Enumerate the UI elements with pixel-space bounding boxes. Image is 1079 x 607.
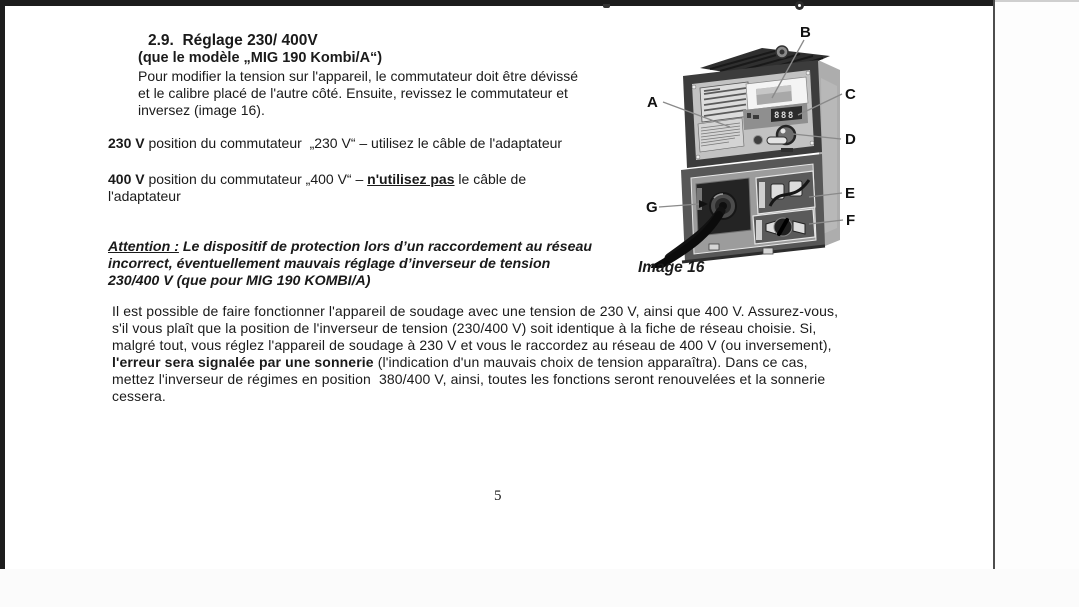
screw-icon: [696, 155, 700, 159]
panel-e-label-strip: [759, 182, 765, 208]
section-subheading: (que le modèle „MIG 190 Kombi/A“): [138, 50, 383, 66]
foot-tab: [763, 248, 773, 254]
knob-shadow: [781, 148, 793, 152]
figure-label-c: C: [845, 86, 856, 103]
switch-400v-label: 400 V: [108, 171, 145, 187]
panel-f-label-strip: [756, 220, 762, 240]
attention-line3: 230/400 V (que pour MIG 190 KOMBI/A): [108, 273, 371, 289]
switch-230v-label: 230 V: [108, 135, 145, 151]
figure-label-b: B: [800, 24, 811, 41]
figure-label-f: F: [846, 212, 856, 229]
screw-icon: [692, 85, 696, 89]
round-button: [754, 136, 763, 145]
area-below-page: [0, 569, 1079, 607]
attention-line1: [108, 239, 592, 256]
body-paragraph-line: cessera.: [112, 388, 166, 404]
slot-button: [767, 137, 787, 144]
cropped-header-fragment-dot: [795, 1, 804, 10]
figure-caption: Image 16: [638, 259, 705, 276]
knob-highlight: [781, 129, 786, 134]
intro-line: Pour modifier la tension sur l'appareil, le commutateur doit être dévissé: [138, 68, 578, 84]
top-cap-center: [780, 50, 785, 55]
page-number: 5: [494, 488, 502, 504]
intro-line: et le calibre placé de l'autre côté. Ensuite, revissez le commutateur et: [138, 85, 568, 101]
switch-400v-line2: l'adaptateur: [108, 188, 181, 204]
attention-title: Attention :: [108, 239, 179, 255]
intro-line: inversez (image 16).: [138, 102, 265, 118]
figure-label-e: E: [845, 185, 856, 202]
body-bold-warning: l'erreur sera signalée par une sonnerie: [112, 354, 374, 370]
cropped-header-fragment-mark: [603, 4, 610, 8]
subpanel-icon: [753, 115, 759, 119]
section-heading: 2.9. Réglage 230/ 400V: [148, 32, 318, 49]
attention-line1-text: Le dispositif de protection lors d’un raccordement au réseau: [178, 239, 593, 255]
body-paragraph-line: Il est possible de faire fonctionner l'appareil de soudage avec une tension de 230 V, ainsi que 400 V. Assurez-vous,: [112, 303, 839, 319]
switch-230v-line: [108, 135, 562, 152]
subpanel-icon: [747, 113, 751, 118]
switch-400v-line1: [108, 171, 526, 188]
figure-label-g: G: [646, 199, 658, 216]
digital-display-digits: 888: [774, 111, 795, 121]
area-right-of-page: [995, 2, 1079, 569]
switch-400v-text: position du commutateur „400 V“ –: [144, 171, 368, 187]
switch-400v-tail: le câble de: [454, 171, 527, 187]
body-paragraph-line: [112, 354, 808, 371]
body-paragraph-line: mettez l'inverseur de régimes en position 380/400 V, ainsi, toutes les fonctions seront renouvelées et la sonnerie: [112, 371, 826, 387]
top-border-bar: [0, 0, 994, 6]
figure-label-a: A: [647, 94, 658, 111]
welder-illustration: [625, 18, 955, 268]
left-border-bar: [0, 0, 5, 569]
body-line4-rest: (l'indication d'un mauvais choix de tension apparaîtra). Dans ce cas,: [373, 354, 808, 370]
switch-400v-warning: n'utilisez pas: [367, 171, 455, 187]
figure-label-d: D: [845, 131, 856, 148]
figure-welder: [625, 18, 955, 268]
switch-230v-text: position du commutateur „230 V“ – utilisez le câble de l'adaptateur: [144, 135, 563, 151]
foot-tab: [709, 244, 719, 250]
screw-icon: [806, 71, 810, 75]
body-paragraph-line: malgré tout, vous réglez l'appareil de soudage à 230 V et vous le raccordez au réseau de 400 V (ou inversement),: [112, 337, 832, 353]
attention-line2: incorrect, éventuellement mauvais réglage d’inverseur de tension: [108, 256, 551, 272]
body-paragraph-line: s'il vous plaît que la position de l'inverseur de tension (230/400 V) soit identique à la fiche de réseau choisie. Si,: [112, 320, 817, 336]
screw-icon: [810, 141, 814, 145]
